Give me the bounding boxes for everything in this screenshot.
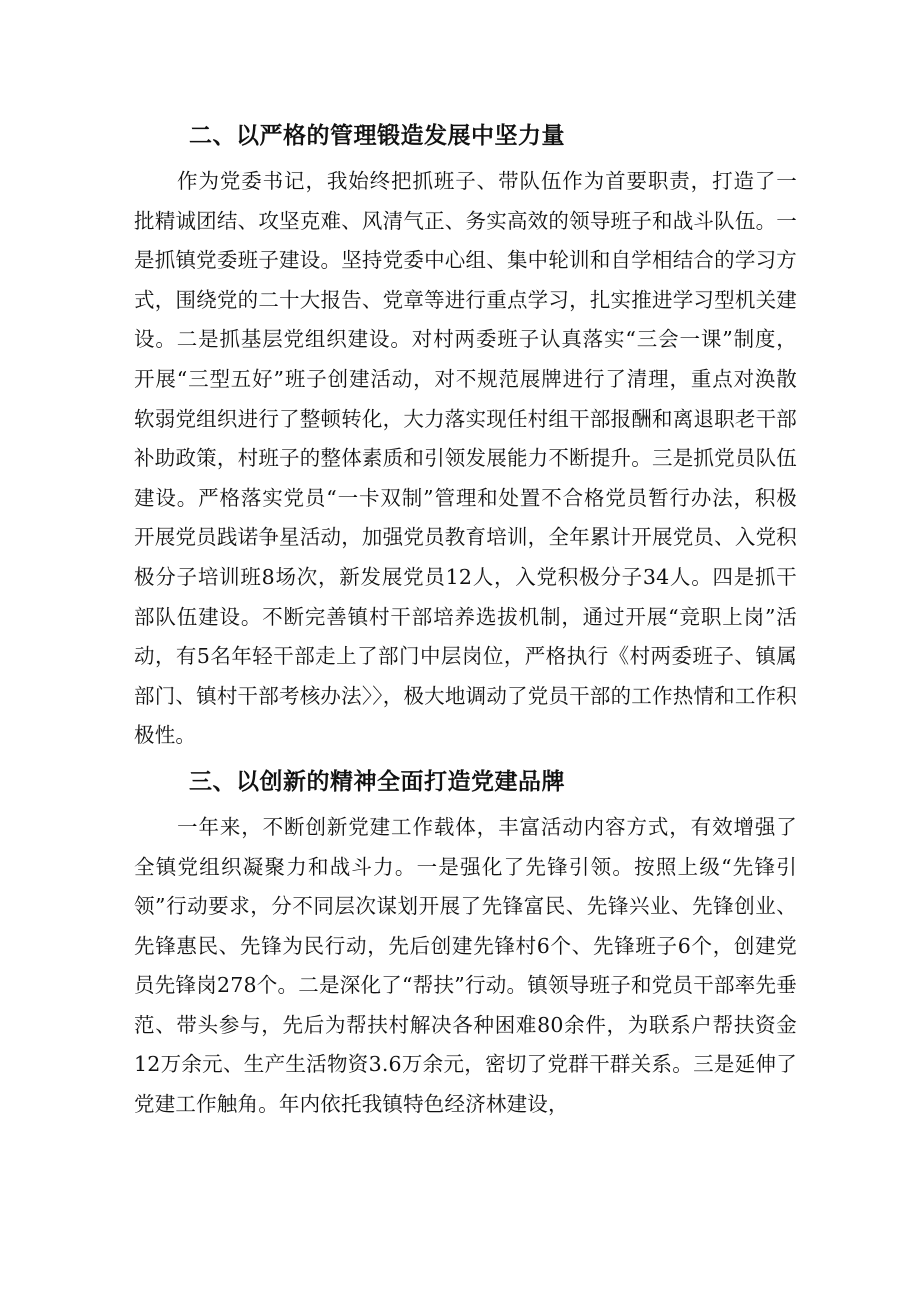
document-body: [134, 114, 797, 1125]
section-heading-3: 三、以创新的精神全面打造党建品牌: [189, 768, 565, 795]
section-paragraph-2: 作为党委书记，我始终把抓班子、带队伍作为首要职责，打造了一批精诚团结、攻坚克难、风清气正、务实高效的领导班子和战斗队伍。一是抓镇党委班子建设。坚持党委中心组、集中轮训和自学相结合的学习方式，围绕党的二十大报告、党章等进行重点学习，扎实推进学习型机关建设。二是抓基层党组织建设。对村两委班子认真落实“三会一课”制度，开展“三型五好”班子创建活动，对不规范展牌进行了清理，重点对涣散软弱党组织进行了整顿转化，大力落实现任村组干部报酬和离退职老干部补助政策，村班子的整体素质和引领发展能力不断提升。三是抓党员队伍建设。严格落实党员“一卡双制”管理和处置不合格党员暂行办法，积极开展党员践诺争星活动，加强党员教育培训，全年累计开展党员、入党积极分子培训班8场次，新发展党员12人，入党积极分子34人。四是抓干部队伍建设。不断完善镇村干部培养选拔机制，通过开展“竞职上岗”活动，有5名年轻干部走上了部门中层岗位，严格执行《村两委班子、镇属部门、镇村干部考核办法〉〉，极大地调动了党员干部的工作热情和工作积极性。: [134, 169, 797, 748]
section-heading-2: 二、以严格的管理锻造发展中坚力量: [189, 123, 565, 149]
section-paragraph-3: 一年来，不断创新党建工作载体，丰富活动内容方式，有效增强了全镇党组织凝聚力和战斗力。一是强化了先锋引领。按照上级“先锋引领”行动要求，分不同层次谋划开展了先锋富民、先锋兴业、先锋创业、先锋惠民、先锋为民行动，先后创建先锋村6个、先锋班子6个，创建党员先锋岗278个。二是深化了“帮扶”行动。镇领导班子和党员干部率先垂范、带头参与，先后为帮扶村解决各种困难80余件，为联系户帮扶资金12万余元、生产生活物资3.6万余元，密切了党群干群关系。三是延伸了党建工作触角。年内依托我镇特色经济林建设，: [134, 814, 797, 1117]
